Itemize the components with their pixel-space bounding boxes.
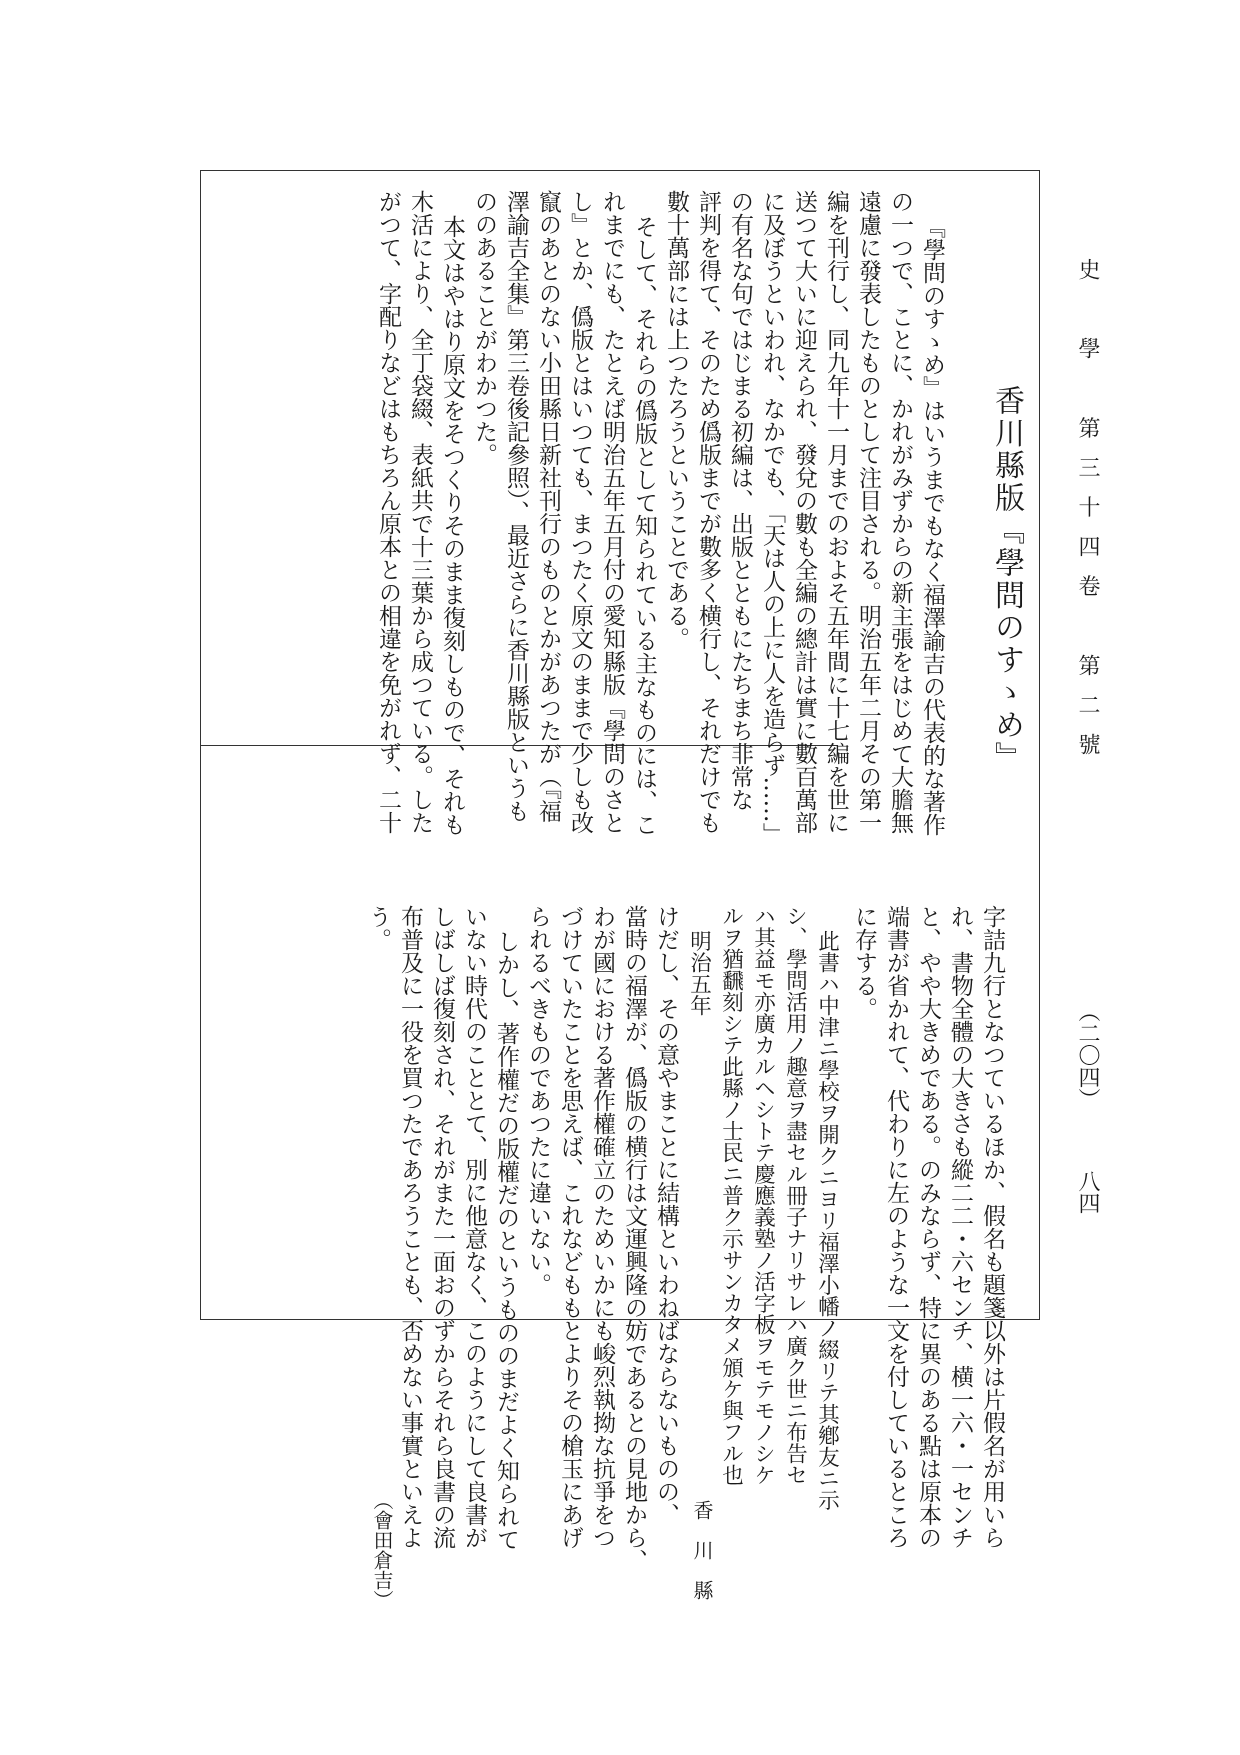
journal-header: 史 學 第三十四卷 第二號 bbox=[1075, 258, 1100, 773]
upper-col-18: がつて、字配りなどはもちろん原本との相違を免がれず、二十 bbox=[375, 190, 401, 834]
upper-col-11: れまでにも、たとえば明治五年五月付の愛知縣版『學問のさと bbox=[599, 190, 625, 834]
lower-col-8: ハ其益モ亦廣カルヘシトテ慶應義塾ノ活字板ヲモテモノシケ bbox=[750, 905, 776, 1486]
upper-col-6: に及ぼうといわれ、なかでも、「天は人の上に人を造らず……」 bbox=[759, 190, 785, 846]
lower-col-10: 明治五年 bbox=[686, 930, 712, 1016]
upper-col-8: 評判を得て、そのため僞版までが數多く横行し、それだけでも bbox=[695, 190, 721, 834]
lower-col-18: しばしば復刻され、それがまた一面おのずからそれら良書の流 bbox=[429, 905, 455, 1549]
page-number-paren: （二〇四） bbox=[1075, 1000, 1100, 1110]
lower-col-16: しかし、著作權だの版權だのというもののまだよく知られて bbox=[493, 930, 519, 1551]
lower-col-19: 布普及に一役を買つたであろうことも、否めない事實といえよ bbox=[397, 905, 423, 1549]
upper-col-3: 遠慮に發表したものとして注目される。明治五年二月その第一 bbox=[855, 190, 881, 834]
upper-col-10: そして、それらの僞版として知られている主なものには、こ bbox=[631, 215, 657, 836]
upper-col-7: の有名な句ではじまる初編は、出版とともにたちまち非常な bbox=[727, 190, 753, 811]
upper-col-13: 竄のあとのない小田縣日新社刊行のものとかがあつたが（『福 bbox=[535, 190, 561, 823]
lower-col-12: 當時の福澤が、僞版の横行は文運興隆の妨であるとの見地から、 bbox=[621, 905, 647, 1572]
lower-col-13: わが國における著作權確立のためいかにも峻烈執拗な抗爭をつ bbox=[589, 905, 615, 1549]
upper-col-16: 本文はやはり原文をそつくりそのまま復刻しもので、それも bbox=[439, 215, 465, 836]
upper-col-14: 澤諭吉全集』第三卷後記參照）、最近さらに香川縣版というも bbox=[503, 190, 529, 823]
page-number: 八四 bbox=[1075, 1170, 1100, 1214]
lower-col-7: シ、學問活用ノ趣意ヲ盡セル冊子ナリサレハ廣ク世ニ布告セ bbox=[782, 905, 808, 1486]
lower-col-4: 端書が省かれて、代わりに左のような一文を付しているところ bbox=[883, 905, 909, 1549]
upper-col-12: し』とか、僞版とはいつても、まつたく原文のままで少しも改 bbox=[567, 190, 593, 834]
lower-col-15: られるべきものであつたに違いない。 bbox=[525, 905, 551, 1296]
upper-col-1: 『學問のすゝめ』はいうまでもなく福澤諭吉の代表的な著作 bbox=[919, 215, 945, 836]
page-number-header bbox=[1072, 1000, 1103, 1214]
lower-col-6: 此書ハ中津ニ學校ヲ開クニヨリ福澤小幡ノ綴リテ其鄕友ニ示 bbox=[814, 930, 840, 1511]
lower-col-17: いない時代のこととて、別に他意なく、このようにして良書が bbox=[461, 905, 487, 1549]
lower-col-1: 字詰九行となつているほか、假名も題箋以外は片假名が用いら bbox=[979, 905, 1005, 1549]
lower-col-3: と、やや大きめである。のみならず、特に異のある點は原本の bbox=[915, 905, 941, 1549]
lower-col-20: う。 bbox=[365, 905, 391, 951]
upper-col-17: 木活により、全丁袋綴、表紙共で十三葉から成つている。した bbox=[407, 190, 433, 834]
lower-col-2: れ、書物全體の大きさも縱二二・六センチ、横一六・一センチ bbox=[947, 905, 973, 1549]
upper-col-15: ののあることがわかつた。 bbox=[471, 190, 497, 466]
prefecture-signature: 香 川 縣 bbox=[690, 1500, 714, 1600]
upper-col-2: の一つで、ことに、かれがみずからの新主張をはじめて大膽無 bbox=[887, 190, 913, 834]
lower-col-14: づけていたことを思えば、これなどももとよりその槍玉にあげ bbox=[557, 905, 583, 1549]
lower-col-5: に存する。 bbox=[851, 905, 877, 1020]
lower-col-9: ルヲ猶飜刻シテ此縣ノ士民ニ普ク示サンカタメ頒ケ與フル也 bbox=[718, 905, 744, 1486]
lower-col-11: けだし、その意やまことに結構といわねばならないものの、 bbox=[653, 905, 679, 1526]
upper-col-4: 編を刊行し、同九年十一月までのおよそ五年間に十七編を世に bbox=[823, 190, 849, 834]
author-attribution: （會田倉吉） bbox=[370, 1490, 394, 1610]
upper-col-5: 送つて大いに迎えられ、發兌の數も全編の總計は實に數百萬部 bbox=[791, 190, 817, 834]
upper-col-9: 數十萬部には上つたろうということである。 bbox=[663, 190, 689, 650]
article-title: 香川縣版『學問のすゝめ』 bbox=[989, 385, 1024, 774]
